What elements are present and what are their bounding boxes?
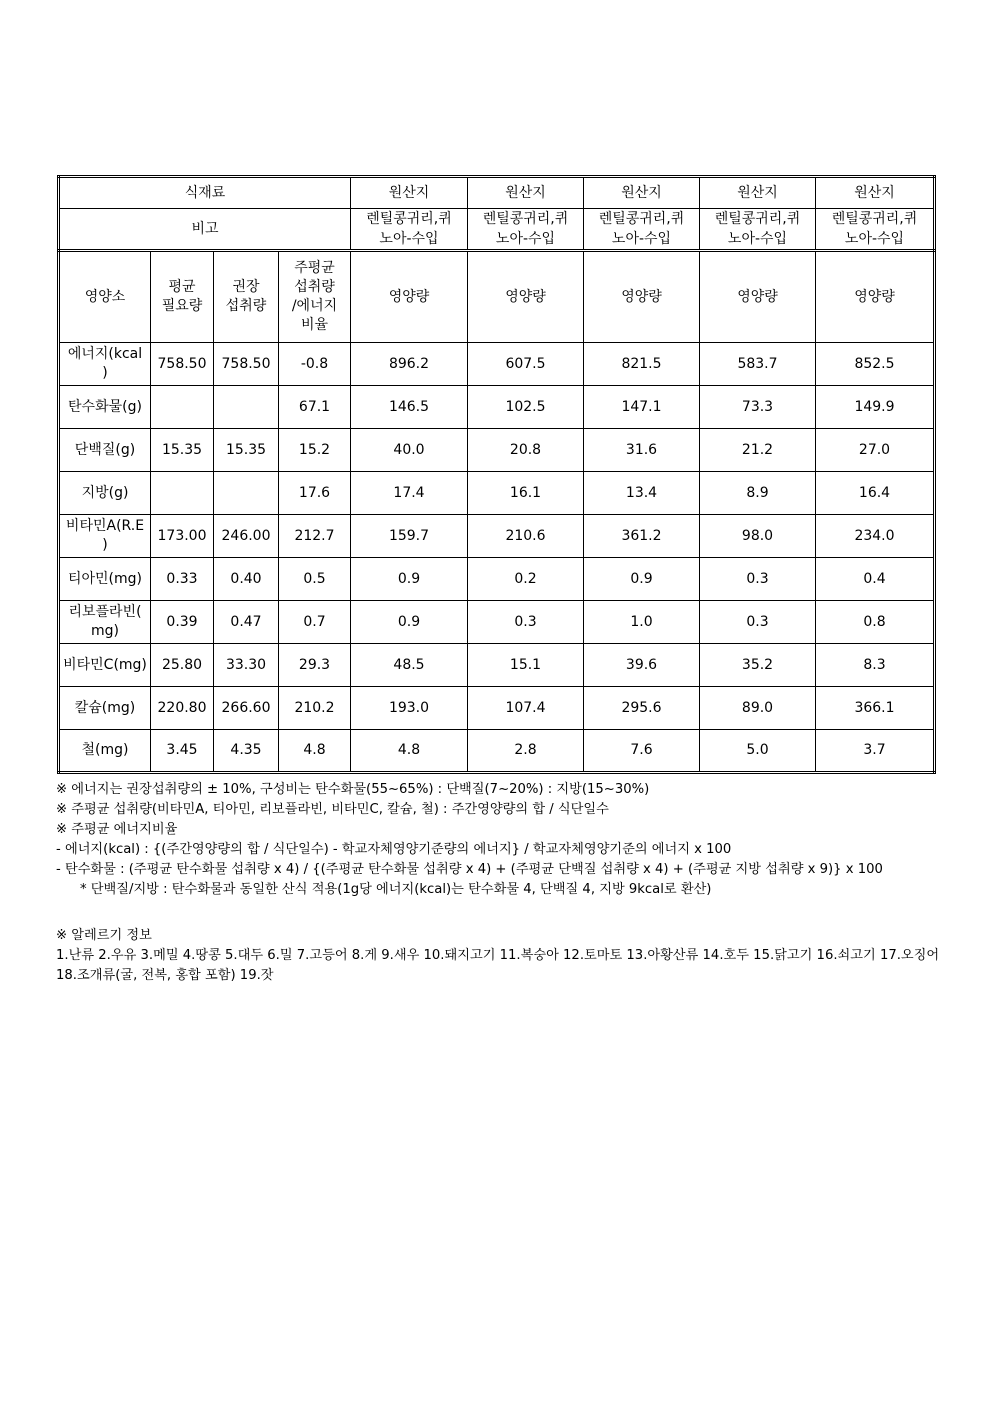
amount-cell: 27.0 bbox=[816, 429, 935, 472]
amount-cell: 89.0 bbox=[700, 687, 816, 730]
nutrient-name: 에너지(kcal ) bbox=[59, 343, 151, 386]
amount-cell: 0.2 bbox=[468, 558, 584, 601]
nutrient-name: 칼슘(mg) bbox=[59, 687, 151, 730]
origin-header: 원산지 bbox=[700, 177, 816, 209]
recommended-cell: 15.35 bbox=[214, 429, 279, 472]
note-protein-fat: * 단백질/지방 : 탄수화물과 동일한 산식 적용(1g당 에너지(kcal)는 탄수화물 4, 단백질 4, 지방 9kcal로 환산) bbox=[80, 882, 712, 897]
amount-cell: 8.3 bbox=[816, 644, 935, 687]
amount-cell: 1.0 bbox=[584, 601, 700, 644]
avg-requirement-header: 평균 필요량 bbox=[151, 251, 214, 343]
recommended-cell: 0.47 bbox=[214, 601, 279, 644]
origin-note: 렌틸콩귀리,퀴 노아-수입 bbox=[816, 209, 935, 251]
nutrient-name: 탄수화물(g) bbox=[59, 386, 151, 429]
avg-requirement-cell bbox=[151, 386, 214, 429]
amount-cell: 0.9 bbox=[584, 558, 700, 601]
nutrition-header-row bbox=[59, 251, 935, 343]
amount-cell: 896.2 bbox=[351, 343, 468, 386]
weekly-avg-cell: 0.7 bbox=[279, 601, 351, 644]
amount-cell: 7.6 bbox=[584, 730, 700, 773]
nutrient-header: 영양소 bbox=[59, 251, 151, 343]
amount-cell: 210.6 bbox=[468, 515, 584, 558]
recommended-cell bbox=[214, 386, 279, 429]
nutrient-name: 단백질(g) bbox=[59, 429, 151, 472]
amount-cell: 147.1 bbox=[584, 386, 700, 429]
weekly-avg-cell: 67.1 bbox=[279, 386, 351, 429]
amount-cell: 15.1 bbox=[468, 644, 584, 687]
recommended-cell bbox=[214, 472, 279, 515]
amount-cell: 159.7 bbox=[351, 515, 468, 558]
avg-requirement-cell bbox=[151, 472, 214, 515]
nutrition-row bbox=[59, 687, 935, 730]
amount-cell: 17.4 bbox=[351, 472, 468, 515]
nutrient-name: 비타민C(mg) bbox=[59, 644, 151, 687]
origin-table bbox=[57, 175, 936, 252]
nutrient-name: 리보플라빈( mg) bbox=[59, 601, 151, 644]
recommended-cell: 0.40 bbox=[214, 558, 279, 601]
avg-requirement-cell: 220.80 bbox=[151, 687, 214, 730]
amount-cell: 193.0 bbox=[351, 687, 468, 730]
amount-cell: 821.5 bbox=[584, 343, 700, 386]
amount-cell: 8.9 bbox=[700, 472, 816, 515]
note-carb-formula: - 탄수화물 : (주평균 탄수화물 섭취량 x 4) / {(주평균 탄수화물 섭취량 x 4) + (주평균 단백질 섭취량 x 4) + (주평균 지방 섭취량 x 9)} x 100 bbox=[56, 862, 883, 877]
nutrition-table bbox=[57, 249, 936, 774]
weekly-avg-cell: 4.8 bbox=[279, 730, 351, 773]
avg-requirement-cell: 25.80 bbox=[151, 644, 214, 687]
nutrition-row bbox=[59, 386, 935, 429]
amount-cell: 366.1 bbox=[816, 687, 935, 730]
nutrient-name: 철(mg) bbox=[59, 730, 151, 773]
amount-cell: 16.4 bbox=[816, 472, 935, 515]
allergy-title: ※ 알레르기 정보 bbox=[56, 928, 152, 943]
amount-cell: 4.8 bbox=[351, 730, 468, 773]
amount-cell: 3.7 bbox=[816, 730, 935, 773]
avg-requirement-cell: 0.39 bbox=[151, 601, 214, 644]
origin-header: 원산지 bbox=[584, 177, 700, 209]
origin-note: 렌틸콩귀리,퀴 노아-수입 bbox=[584, 209, 700, 251]
note-label: 비고 bbox=[59, 209, 351, 251]
weekly-avg-cell: 0.5 bbox=[279, 558, 351, 601]
amount-cell: 48.5 bbox=[351, 644, 468, 687]
amount-cell: 13.4 bbox=[584, 472, 700, 515]
recommended-cell: 246.00 bbox=[214, 515, 279, 558]
nutrition-row bbox=[59, 472, 935, 515]
nutrition-row bbox=[59, 730, 935, 773]
amount-cell: 583.7 bbox=[700, 343, 816, 386]
note-energy-formula: - 에너지(kcal) : {(주간영양량의 합 / 식단일수) - 학교자체영양기준량의 에너지} / 학교자체영양기준의 에너지 x 100 bbox=[56, 842, 732, 857]
origin-header: 원산지 bbox=[468, 177, 584, 209]
origin-header: 원산지 bbox=[351, 177, 468, 209]
amount-cell: 2.8 bbox=[468, 730, 584, 773]
amount-cell: 0.3 bbox=[468, 601, 584, 644]
note-weekly-intake: ※ 주평균 섭취량(비타민A, 티아민, 리보플라빈, 비타민C, 칼슘, 철) : 주간영양량의 합 / 식단일수 bbox=[56, 802, 609, 817]
amount-cell: 149.9 bbox=[816, 386, 935, 429]
weekly-avg-cell: 210.2 bbox=[279, 687, 351, 730]
note-weekly-energy-title: ※ 주평균 에너지비율 bbox=[56, 822, 178, 837]
amount-cell: 234.0 bbox=[816, 515, 935, 558]
amount-cell: 295.6 bbox=[584, 687, 700, 730]
nutrient-name: 티아민(mg) bbox=[59, 558, 151, 601]
nutrition-row bbox=[59, 343, 935, 386]
amount-cell: 107.4 bbox=[468, 687, 584, 730]
ingredient-label: 식재료 bbox=[59, 177, 351, 209]
amount-header: 영양량 bbox=[700, 251, 816, 343]
amount-cell: 16.1 bbox=[468, 472, 584, 515]
nutrition-row bbox=[59, 601, 935, 644]
amount-cell: 361.2 bbox=[584, 515, 700, 558]
avg-requirement-cell: 173.00 bbox=[151, 515, 214, 558]
note-energy-ratio: ※ 에너지는 권장섭취량의 ± 10%, 구성비는 탄수화물(55~65%) : 단백질(7~20%) : 지방(15~30%) bbox=[56, 782, 650, 797]
avg-requirement-cell: 758.50 bbox=[151, 343, 214, 386]
nutrient-name: 비타민A(R.E ) bbox=[59, 515, 151, 558]
amount-cell: 21.2 bbox=[700, 429, 816, 472]
amount-header: 영양량 bbox=[816, 251, 935, 343]
avg-requirement-cell: 15.35 bbox=[151, 429, 214, 472]
notes-section bbox=[56, 780, 941, 986]
amount-cell: 20.8 bbox=[468, 429, 584, 472]
weekly-avg-cell: -0.8 bbox=[279, 343, 351, 386]
nutrition-row bbox=[59, 644, 935, 687]
amount-cell: 607.5 bbox=[468, 343, 584, 386]
amount-cell: 5.0 bbox=[700, 730, 816, 773]
nutrient-name: 지방(g) bbox=[59, 472, 151, 515]
amount-cell: 102.5 bbox=[468, 386, 584, 429]
amount-cell: 31.6 bbox=[584, 429, 700, 472]
origin-note: 렌틸콩귀리,퀴 노아-수입 bbox=[468, 209, 584, 251]
recommended-cell: 758.50 bbox=[214, 343, 279, 386]
weekly-avg-cell: 17.6 bbox=[279, 472, 351, 515]
nutrition-row bbox=[59, 558, 935, 601]
amount-cell: 0.3 bbox=[700, 601, 816, 644]
amount-cell: 39.6 bbox=[584, 644, 700, 687]
recommended-header: 권장 섭취량 bbox=[214, 251, 279, 343]
amount-cell: 0.4 bbox=[816, 558, 935, 601]
amount-cell: 0.9 bbox=[351, 601, 468, 644]
weekly-avg-cell: 29.3 bbox=[279, 644, 351, 687]
weekly-avg-cell: 15.2 bbox=[279, 429, 351, 472]
weekly-avg-header: 주평균 섭취량 /에너지 비율 bbox=[279, 251, 351, 343]
amount-cell: 0.3 bbox=[700, 558, 816, 601]
amount-cell: 852.5 bbox=[816, 343, 935, 386]
avg-requirement-cell: 0.33 bbox=[151, 558, 214, 601]
nutrition-row bbox=[59, 515, 935, 558]
amount-cell: 146.5 bbox=[351, 386, 468, 429]
amount-cell: 35.2 bbox=[700, 644, 816, 687]
weekly-avg-cell: 212.7 bbox=[279, 515, 351, 558]
amount-cell: 0.9 bbox=[351, 558, 468, 601]
origin-note: 렌틸콩귀리,퀴 노아-수입 bbox=[351, 209, 468, 251]
origin-header: 원산지 bbox=[816, 177, 935, 209]
amount-cell: 40.0 bbox=[351, 429, 468, 472]
amount-header: 영양량 bbox=[468, 251, 584, 343]
allergy-list: 1.난류 2.우유 3.메밀 4.땅콩 5.대두 6.밀 7.고등어 8.게 9.새우 10.돼지고기 11.복숭아 12.토마토 13.아황산류 14.호두 15.닭고기 16.쇠고기 17.오징어 18.조개류(굴, 전복, 홍합 포함) 19.잣 bbox=[56, 948, 940, 983]
amount-cell: 98.0 bbox=[700, 515, 816, 558]
amount-cell: 0.8 bbox=[816, 601, 935, 644]
recommended-cell: 4.35 bbox=[214, 730, 279, 773]
recommended-cell: 266.60 bbox=[214, 687, 279, 730]
recommended-cell: 33.30 bbox=[214, 644, 279, 687]
origin-note: 렌틸콩귀리,퀴 노아-수입 bbox=[700, 209, 816, 251]
nutrition-row bbox=[59, 429, 935, 472]
avg-requirement-cell: 3.45 bbox=[151, 730, 214, 773]
amount-cell: 73.3 bbox=[700, 386, 816, 429]
amount-header: 영양량 bbox=[351, 251, 468, 343]
amount-header: 영양량 bbox=[584, 251, 700, 343]
